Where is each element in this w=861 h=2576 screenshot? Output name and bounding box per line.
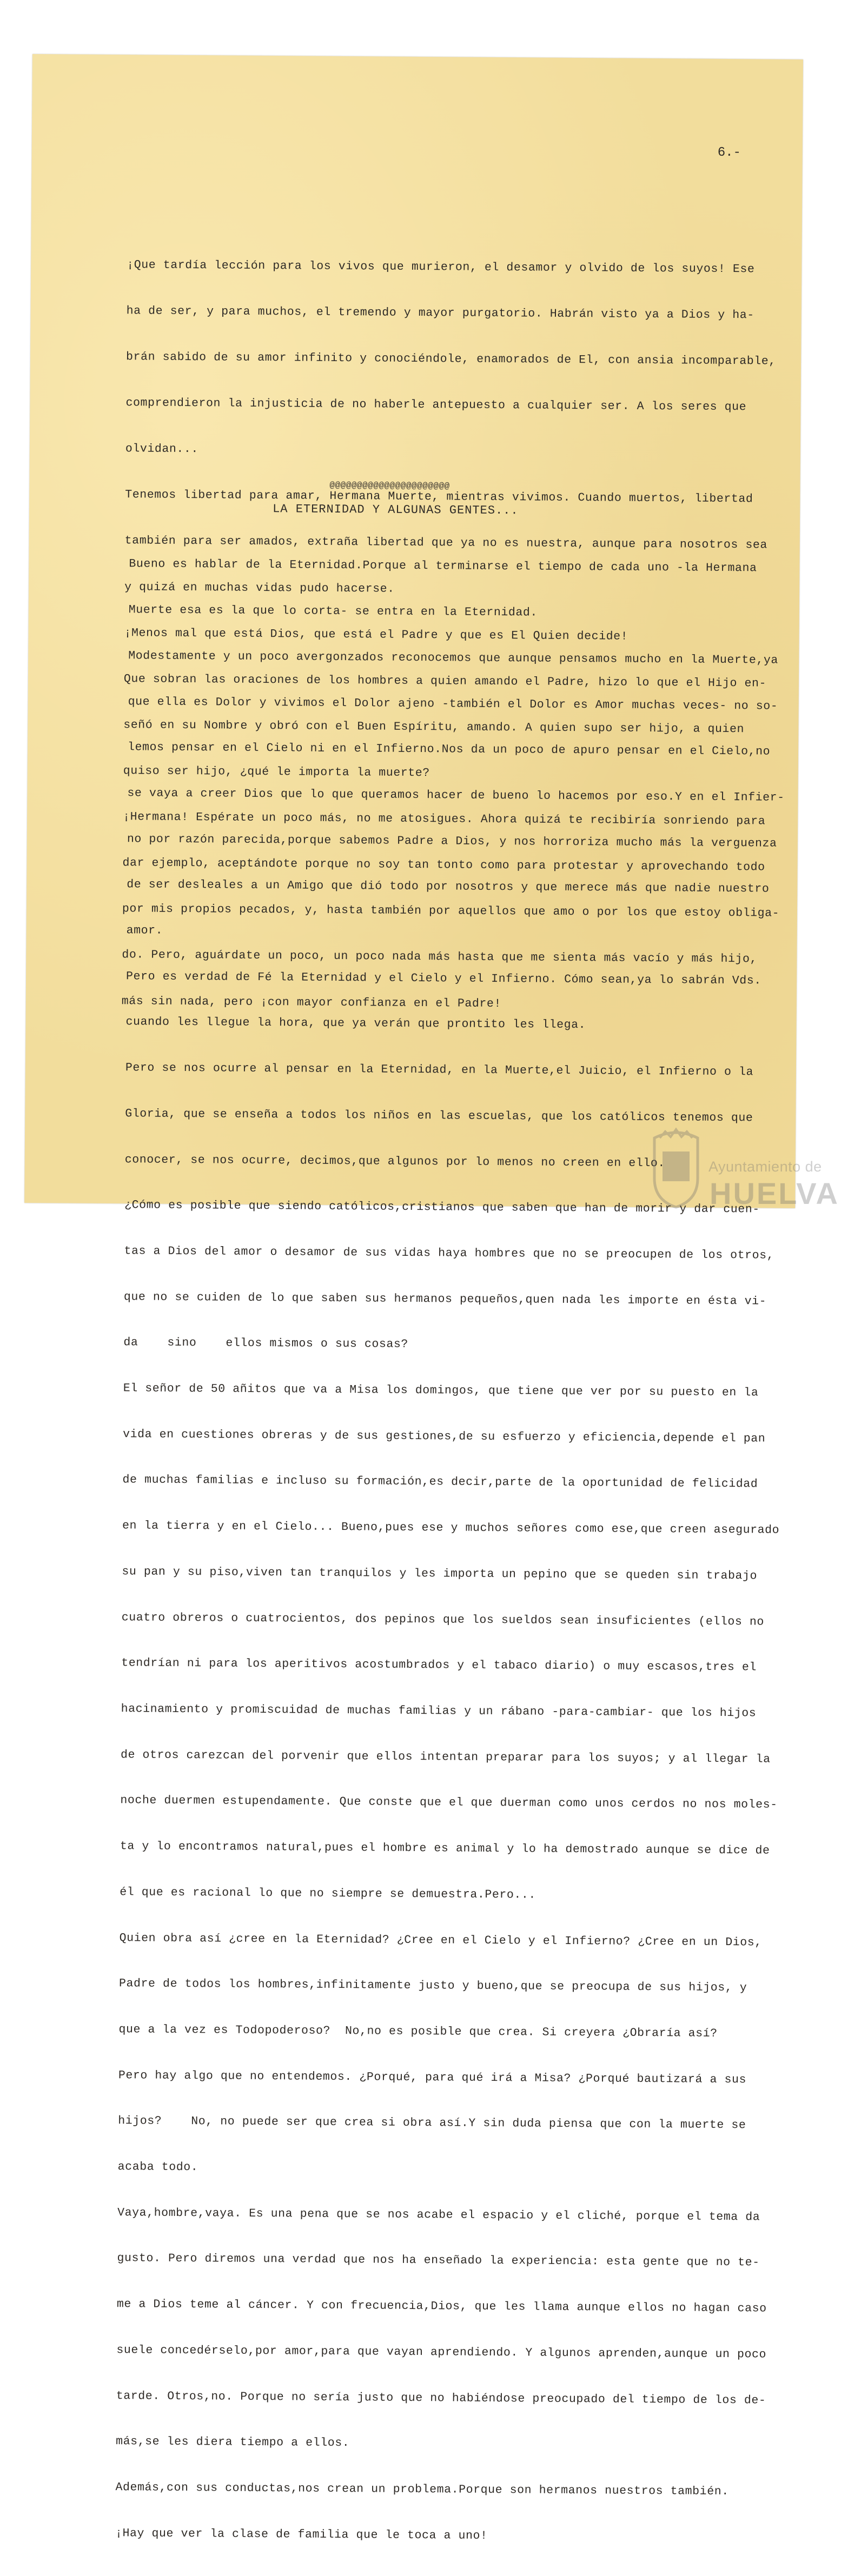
text-line: gusto. Pero diremos una verdad que nos ha enseñado la experiencia: esta gente que no te-: [117, 2252, 760, 2269]
text-line: vida en cuestiones obreras y de sus gestiones,de su esfuerzo y eficiencia,depende el pan: [123, 1427, 766, 1446]
text-line: tas a Dios del amor o desamor de sus vidas haya hombres que no se preocupen de los otros,: [124, 1244, 774, 1262]
text-line: lemos pensar en el Cielo ni en el Infierno.Nos da un poco de apuro pensar en el Cielo,no: [127, 741, 771, 758]
text-line: cuatro obreros o cuatrocientos, dos pepinos que los sueldos sean insuficientes (ellos no: [121, 1610, 765, 1629]
text-line: de ser desleales a un Amigo que dió todo por nosotros y que merece más que nadie nuestro: [127, 878, 770, 896]
text-line: se vaya a creer Dios que lo que queramos hacer de bueno lo hacemos por eso.Y en el Infier-: [127, 787, 785, 804]
page-number: 6.-: [717, 145, 741, 161]
text-line: hacinamiento y promiscuidad de muchas familias y un rábano -para-cambiar- que los hijos: [121, 1702, 757, 1720]
text-line: de muchas familias e incluso su formación,es decir,parte de la oportunidad de felicidad: [122, 1473, 758, 1491]
text-line: Pero es verdad de Fé la Eternidad y el Cielo y el Infierno. Cómo sean,ya lo sabrán Vds.: [126, 969, 761, 988]
text-line: de otros carezcan del porvenir que ellos intentan preparar para los suyos; y al llegar la: [120, 1748, 771, 1766]
text-line: también para ser amados, extraña libertad que ya no es nuestra, aunque para nosotros sea: [124, 534, 767, 552]
text-line: conocer, se nos ocurre, decimos,que algunos por lo menos no creen en ello.: [124, 1153, 665, 1170]
text-line: no por razón parecida,porque sabemos Padre a Dios, y nos horroriza mucho más la verguenza: [127, 832, 777, 850]
text-line: comprendieron la injusticia de no haberle antepuesto a cualquier ser. A los seres que: [125, 396, 747, 414]
text-line: Tenemos libertad para amar, Hermana Muerte, mientras vivimos. Cuando muertos, libertad: [125, 488, 753, 506]
watermark-line2: HUELVA: [710, 1176, 839, 1210]
text-line: noche duermen estupendamente. Que conste que el que duerman como unos cerdos no nos moles-: [120, 1794, 778, 1812]
text-line: dar ejemplo, aceptándote porque no soy tan tonto como para protestar y aprovechando todo: [122, 856, 765, 874]
text-line: Pero hay algo que no entendemos. ¿Porqué, para qué irá a Misa? ¿Porqué bautizará a sus: [118, 2068, 747, 2086]
watermark-line1: Ayuntamiento de: [708, 1159, 822, 1175]
text-line: brán sabido de su amor infinito y conociéndole, enamorados de El, con ansia incomparable,: [126, 350, 776, 368]
text-line: hijos? No, no puede ser que crea si obra así.Y sin duda piensa que con la muerte se: [118, 2114, 746, 2132]
text-line: tarde. Otros,no. Porque no sería justo que no habiéndose preocupado del tiempo de los de-: [116, 2389, 766, 2407]
text-line: tendrían ni para los aperitivos acostumbrados y el tabaco diario) o muy escasos,tres el: [121, 1656, 757, 1674]
text-line: Bueno es hablar de la Eternidad.Porque al terminarse el tiempo de cada uno -la Hermana: [129, 557, 757, 575]
text-line: olvidan...: [125, 442, 199, 456]
text-line: El señor de 50 añitos que va a Misa los domingos, que tiene que ver por su puesto en la: [123, 1382, 759, 1400]
text-line: Pero se nos ocurre al pensar en la Eternidad, en la Muerte,el Juicio, el Infierno o la: [125, 1061, 754, 1079]
text-line: señó en su Nombre y obró con el Buen Espíritu, amando. A quien supo ser hijo, a quien: [123, 718, 745, 736]
text-line: Muerte esa es la que lo corta- se entra en la Eternidad.: [128, 603, 538, 620]
text-line: Además,con sus conductas,nos crean un problema.Porque son hermanos nuestros también.: [115, 2481, 729, 2499]
text-line: Que sobran las oraciones de los hombres a quien amando el Padre, hizo lo que el Hijo en-: [123, 673, 767, 690]
text-line: Vaya,hombre,vaya. Es una pena que se nos acabe el espacio y el cliché, porque el tema da: [117, 2206, 760, 2224]
typed-page: [24, 54, 803, 2542]
text-line: da sino ellos mismos o sus cosas?: [123, 1336, 409, 1352]
text-line: ¿Cómo es posible que siendo católicos,cristianos que saben que han de morir y dar cuen-: [124, 1199, 760, 1216]
text-line: do. Pero, aguárdate un poco, un poco nada más hasta que me sienta más vacío y más hijo,: [122, 948, 758, 966]
section-two-body: [115, 526, 786, 2576]
text-line: por mis propios pecados, y, hasta también por aquellos que amo o por los que estoy obliga-: [122, 902, 780, 921]
text-line: ¡Hay que ver la clase de familia que le toca a uno!: [115, 2526, 488, 2542]
text-line: que ella es Dolor y vivimos el Dolor ajeno -también el Dolor es Amor muchas veces- no so-: [128, 695, 778, 713]
text-line: suele concedérselo,por amor,para que vayan aprendiendo. Y algunos aprenden,aunque un poco: [116, 2344, 767, 2361]
text-line: ha de ser, y para muchos, el tremendo y mayor purgatorio. Habrán visto ya a Dios y ha-: [126, 304, 754, 322]
text-line: cuando les llegue la hora, que ya verán que prontito les llega.: [125, 1015, 586, 1032]
text-line: su pan y su piso,viven tan tranquilos y les importa un pepino que se queden sin trabajo: [122, 1565, 758, 1583]
text-line: más sin nada, pero ¡con mayor confianza en el Padre!: [121, 994, 501, 1010]
text-line: acaba todo.: [117, 2160, 198, 2174]
text-line: ta y lo encontramos natural,pues el hombre es animal y lo ha demostrado aunque se dice de: [120, 1840, 770, 1858]
text-line: Modestamente y un poco avergonzados reconocemos que aunque pensamos mucho en la Muerte,ya: [128, 649, 778, 667]
text-line: Quien obra así ¿cree en la Eternidad? ¿Cree en el Cielo y el Infierno? ¿Cree en un Dios,: [119, 1931, 762, 1949]
text-line: quiso ser hijo, ¿qué le importa la muerte?: [123, 764, 430, 780]
huelva-coat-of-arms-icon: [644, 1127, 708, 1208]
text-line: ¡Menos mal que está Dios, que está el Padre y que es El Quien decide!: [124, 626, 628, 643]
text-line: amor.: [126, 924, 163, 937]
text-line: que no se cuiden de lo que saben sus hermanos pequeños,quen nada les importe en ésta vi-: [123, 1290, 767, 1308]
text-line: más,se les diera tiempo a ellos.: [116, 2435, 350, 2450]
text-line: Padre de todos los hombres,infinitamente justo y bueno,que se preocupa de sus hijos, y: [119, 1977, 747, 1995]
text-line: me a Dios teme al cáncer. Y con frecuencia,Dios, que les llama aunque ellos no hagan caso: [116, 2298, 767, 2315]
text-line: ¡Hermana! Espérate un poco más, no me atosigues. Ahora quizá te recibiría sonriendo para: [123, 810, 766, 828]
ayuntamiento-huelva-watermark: [644, 1127, 839, 1210]
text-line: y quizá en muchas vidas pudo hacerse.: [124, 580, 395, 596]
section-separator: @@@@@@@@@@@@@@@@@@@@@@: [329, 480, 450, 491]
text-line: en la tierra y en el Cielo... Bueno,pues ese y muchos señores como ese,que creen asegurado: [122, 1519, 780, 1537]
text-line: que a la vez es Todopoderoso? No,no es posible que crea. Si creyera ¿Obraría así?: [118, 2023, 718, 2040]
section-title: LA ETERNIDAD Y ALGUNAS GENTES...: [273, 502, 519, 518]
text-line: él que es racional lo que no siempre se demuestra.Pero...: [120, 1886, 536, 1902]
text-line: ¡Que tardía lección para los vivos que murieron, el desamor y olvido de los suyos! Ese: [127, 258, 755, 276]
text-line: Gloria, que se enseña a todos los niños en las escuelas, que los católicos tenemos que: [125, 1107, 753, 1125]
